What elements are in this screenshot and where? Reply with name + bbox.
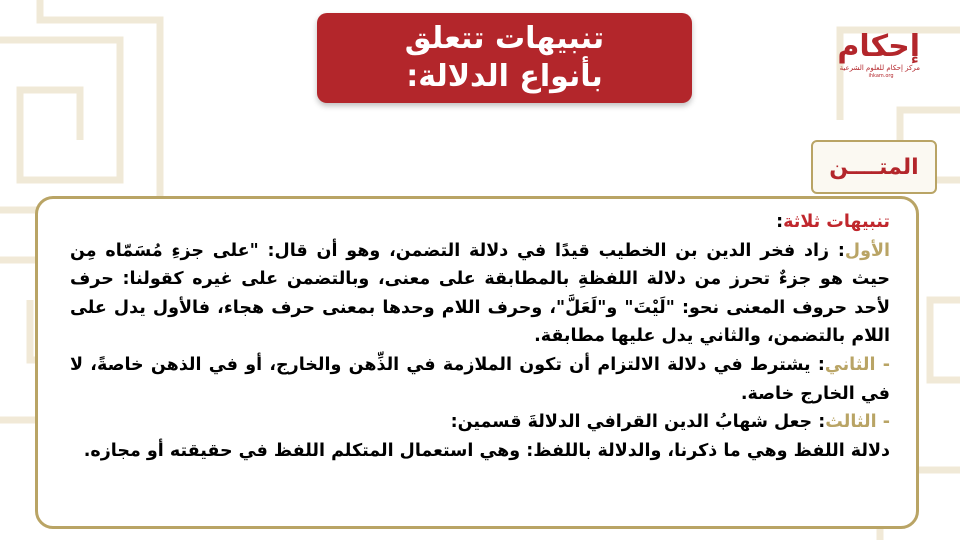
text-second: يشترط في دلالة الالتزام أن تكون الملازمة في الذِّهن والخارج، أو في الذهن خاصةً، لا في الخارج خاصة.	[70, 354, 890, 404]
title-line-1: تنبيهات تتعلق	[404, 21, 605, 56]
label-first: الأول	[844, 240, 890, 261]
content-text	[70, 208, 890, 465]
text-fourth: دلالة اللفظ وهي ما ذكرنا، والدلالة باللفظ: وهي استعمال المتكلم اللفظ في حقيقته أو مجازه.	[83, 440, 890, 461]
logo	[837, 26, 920, 96]
title-banner	[317, 13, 692, 103]
colon-second: :	[817, 354, 825, 375]
label-second: الثاني	[824, 354, 876, 375]
paragraph-fourth	[70, 437, 890, 466]
logo-name: إحكام	[837, 29, 920, 64]
paragraph-second	[70, 351, 890, 408]
matn-tab	[811, 140, 937, 194]
paragraph-first	[70, 237, 890, 351]
label-third: الثالث	[825, 412, 877, 433]
heading-colon: :	[776, 212, 784, 232]
title-line-2: بأنواع الدلالة:	[406, 59, 603, 94]
dash-second: -	[875, 354, 890, 375]
paragraph-third	[70, 408, 890, 437]
colon-first: :	[837, 240, 845, 261]
dash-third: -	[876, 412, 890, 433]
text-first: زاد فخر الدين بن الخطيب قيدًا في دلالة التضمن، وهو أن قال: "على جزءِ مُسَمّاه مِن حيث هو جزءٌ تحرز من دلالة اللفظةِ بالمطابقة على معنى، وبالتضمن على غيره كقولنا: حرف لأحد حروف المعنى نحو: "لَيْتَ" و"لَعَلَّ"، وحرف اللام وحدها بمعنى حرف هجاء، فالأول يدل على اللام بالتضمن، والثاني يدل عليها مطابقة.	[70, 240, 890, 347]
text-third: جعل شهابُ الدين القرافي الدلالةَ قسمين:	[450, 412, 819, 433]
heading-line	[70, 208, 890, 237]
logo-subtitle-2: ihkam.org	[868, 73, 894, 79]
colon-third: :	[818, 412, 826, 433]
heading-label: تنبيهات ثلاثة	[783, 212, 890, 232]
matn-tab-label: المتــــن	[829, 154, 919, 180]
logo-subtitle: مركز إحكام للعلوم الشرعية	[839, 64, 920, 72]
